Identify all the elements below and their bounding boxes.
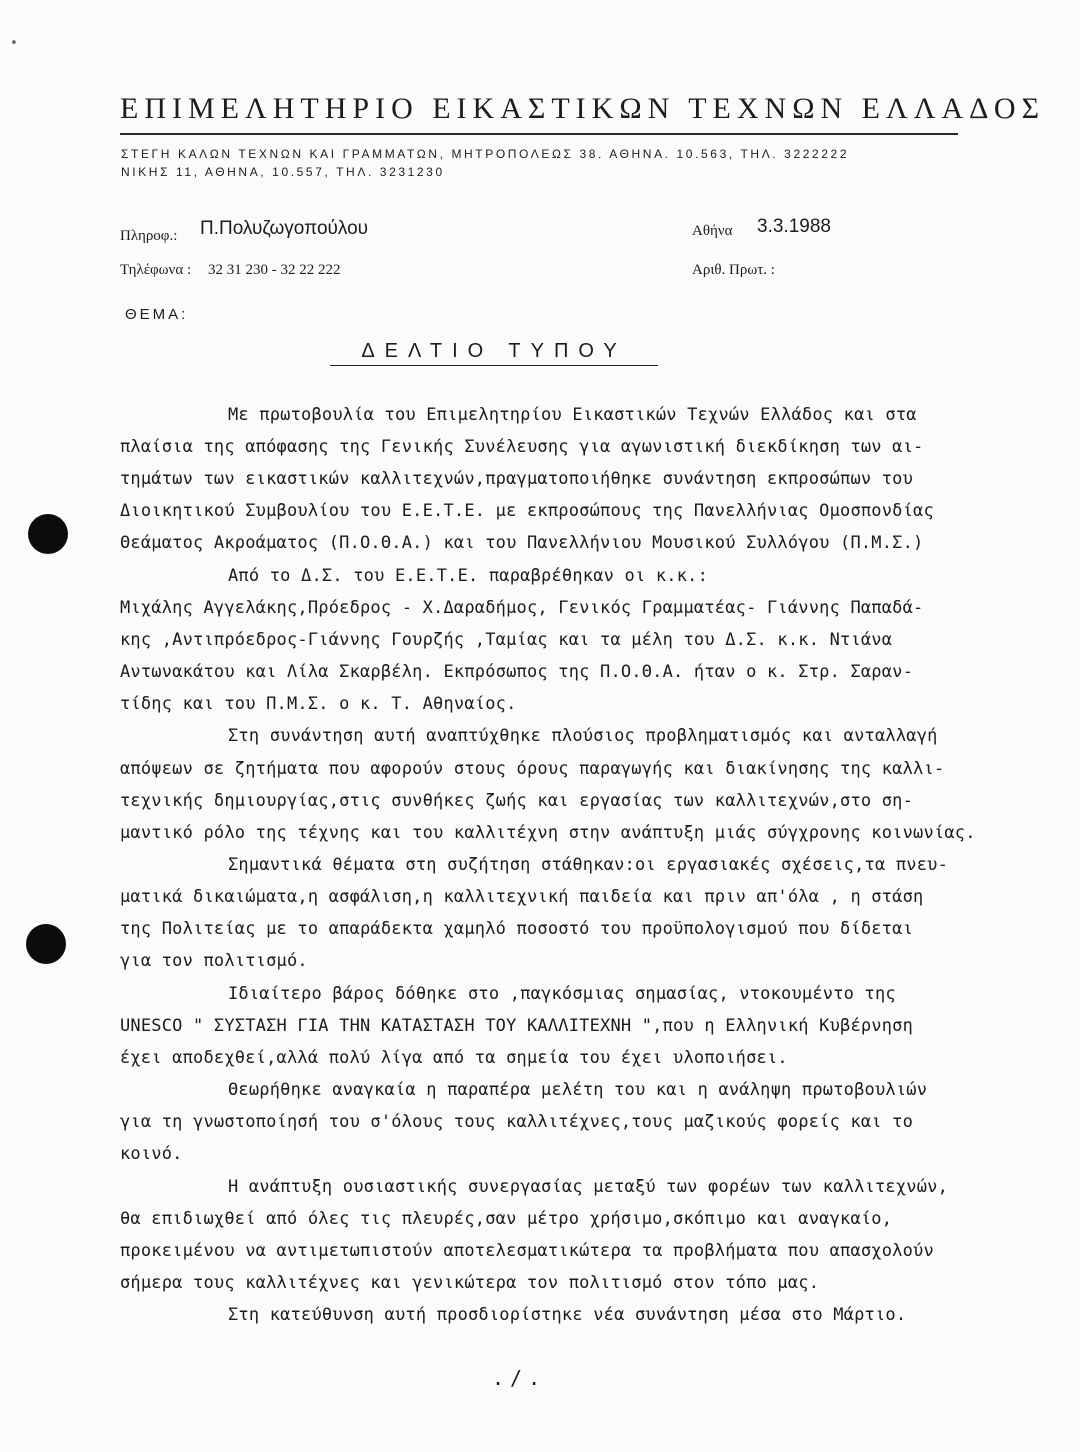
- body-line: μαντικό ρόλο της τέχνης και του καλλιτέχνη στην ανάπτυξη μιάς σύγχρονης κοινωνίας.: [120, 823, 976, 843]
- body-line: Διοικητικού Συμβουλίου του Ε.Ε.Τ.Ε. με εκπροσώπους της Πανελλήνιας Ομοσπονδίας: [120, 501, 934, 521]
- info-label: Πληροφ.:: [120, 228, 178, 244]
- punch-hole-bottom: [26, 924, 66, 964]
- body-line: Ιδιαίτερο βάρος δόθηκε στο ,παγκόσμιας σημασίας, ντοκουμέντο της: [228, 984, 896, 1004]
- organization-title: ΕΠΙΜΕΛΗΤΗΡΙΟ ΕΙΚΑΣΤΙΚΩΝ ΤΕΧΝΩΝ ΕΛΛΑΔΟΣ: [120, 92, 1046, 125]
- body-line: Στη κατεύθυνση αυτή προσδιορίστηκε νέα συνάντηση μέσα στο Μάρτιο.: [228, 1305, 907, 1325]
- date-value: 3.3.1988: [757, 216, 831, 237]
- city-label: Αθήνα: [692, 223, 733, 239]
- body-line: Μιχάλης Αγγελάκης,Πρόεδρος - Χ.Δαραδήμος, Γενικός Γραμματέας- Γιάννης Παπαδά-: [120, 598, 924, 618]
- address-line-2: ΝΙΚΗΣ 11, ΑΘΗΝΑ, 10.557, ΤΗΛ. 3231230: [121, 165, 445, 179]
- body-line: τεχνικής δημιουργίας,στις συνθήκες ζωής και εργασίας των καλλιτεχνών,στο ση-: [120, 791, 914, 811]
- body-line: πλαίσια της απόφασης της Γενικής Συνέλευσης για αγωνιστική διεκδίκηση των αι-: [120, 437, 924, 457]
- body-line: Θεάματος Ακροάματος (Π.Ο.Θ.Α.) και του Πανελλήνιου Μουσικού Συλλόγου (Π.Μ.Σ.): [120, 533, 924, 553]
- phones-label: Τηλέφωνα :: [120, 262, 192, 278]
- body-line: σήμερα τους καλλιτέχνες και γενικώτερα τον πολιτισμό στον τόπο μας.: [120, 1273, 820, 1293]
- punch-hole-top: [28, 514, 68, 554]
- body-line: Αντωνακάτου και Λίλα Σκαρβέλη. Εκπρόσωπος της Π.Ο.Θ.Α. ήταν ο κ. Στρ. Σαραν-: [120, 662, 914, 682]
- body-line: κοινό.: [120, 1144, 183, 1164]
- body-line: Στη συνάντηση αυτή αναπτύχθηκε πλούσιος προβληματισμός και ανταλλαγή: [228, 726, 938, 746]
- body-line: απόψεων σε ζητήματα που αφορούν στους όρους παραγωγής και διακίνησης της καλλι-: [120, 759, 945, 779]
- scan-mark: •: [10, 36, 18, 51]
- subject-label: ΘΕΜΑ:: [125, 306, 189, 323]
- body-line: Σημαντικά θέματα στη συζήτηση στάθηκαν:οι εργασιακές σχέσεις,τα πνευ-: [228, 855, 949, 875]
- body-line: Θεωρήθηκε αναγκαία η παραπέρα μελέτη του και η ανάληψη πρωτοβουλιών: [228, 1080, 928, 1100]
- body-line: ματικά δικαιώματα,η ασφάλιση,η καλλιτεχνική παιδεία και πριν απ'όλα , η στάση: [120, 887, 924, 907]
- body-line: προκειμένου να αντιμετωπιστούν αποτελεσματικώτερα τα προβλήματα που απασχολούν: [120, 1241, 934, 1261]
- info-value: Π.Πολυζωγοπούλου: [200, 218, 369, 239]
- body-line: της Πολιτείας με το απαράδεκτα χαμηλό ποσοστό του προϋπολογισμού που δίδεται: [120, 919, 914, 939]
- body-line: τίδης και του Π.Μ.Σ. ο κ. Τ. Αθηναίος.: [120, 694, 517, 714]
- body-line: για τη γνωστοποίησή του σ'όλους τους καλλιτέχνες,τους μαζικούς φορείς και το: [120, 1112, 914, 1132]
- body-line: Η ανάπτυξη ουσιαστικής συνεργασίας μεταξύ των φορέων των καλλιτεχνών,: [228, 1177, 949, 1197]
- body-line: Με πρωτοβουλία του Επιμελητηρίου Εικαστικών Τεχνών Ελλάδος και στα: [228, 405, 917, 425]
- body-line: έχει αποδεχθεί,αλλά πολύ λίγα από τα σημεία του έχει υλοποιήσει.: [120, 1048, 788, 1068]
- letterhead-rule: [120, 133, 958, 135]
- phones-value: 32 31 230 - 32 22 222: [208, 262, 341, 278]
- press-release-heading: ΔΕΛΤΙΟ ΤΥΠΟΥ: [330, 340, 658, 366]
- body-line: θα επιδιωχθεί από όλες τις πλευρές,σαν μέτρο χρήσιμο,σκόπιμο και αναγκαίο,: [120, 1209, 893, 1229]
- body-line: Από το Δ.Σ. του Ε.Ε.Τ.Ε. παραβρέθηκαν οι κ.κ.:: [228, 566, 709, 586]
- protocol-label: Αριθ. Πρωτ. :: [692, 262, 775, 278]
- address-line-1: ΣΤΕΓΗ ΚΑΛΩΝ ΤΕΧΝΩΝ ΚΑΙ ΓΡΑΜΜΑΤΩΝ, ΜΗΤΡΟΠΟΛΕΩΣ 38. ΑΘΗΝΑ. 10.563, ΤΗΛ. 3222222: [121, 147, 850, 161]
- body-line: UNESCO " ΣΥΣΤΑΣΗ ΓΙΑ ΤΗΝ ΚΑΤΑΣΤΑΣΗ ΤΟΥ ΚΑΛΛΙΤΕΧΝΗ ",που η Ελληνική Κυβέρνηση: [120, 1016, 914, 1036]
- body-line: για τον πολιτισμό.: [120, 951, 308, 971]
- body-line: κης ,Αντιπρόεδρος-Γιάννης Γουρζής ,Ταμίας και τα μέλη του Δ.Σ. κ.κ. Ντιάνα: [120, 630, 893, 650]
- continuation-mark: ./.: [492, 1366, 547, 1390]
- body-line: τημάτων των εικαστικών καλλιτεχνών,πραγματοποιήθηκε συνάντηση εκπροσώπων του: [120, 469, 914, 489]
